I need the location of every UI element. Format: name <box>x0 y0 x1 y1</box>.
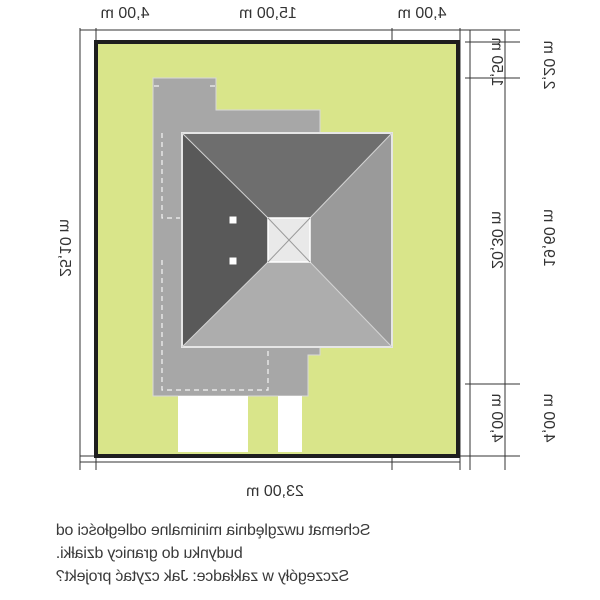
caption-line-2: budynku do granicy działki. <box>56 545 243 562</box>
dim-left: 25,10 m <box>56 219 73 277</box>
roof <box>182 133 392 347</box>
dim-inner-middle: 20,30 m <box>488 211 505 269</box>
dim-bottom: 23,00 m <box>246 483 304 500</box>
dim-top-middle: 15,00 m <box>239 5 297 22</box>
dim-outer-bottom: 4,00 m <box>540 393 557 443</box>
caption-line-1: Schemat uwzględnia minimalne odległości od <box>56 522 371 539</box>
dim-outer-top: 2,20 m <box>540 40 557 90</box>
chimney-2 <box>229 257 237 265</box>
dim-top-right: 4,00 m <box>397 5 447 22</box>
dim-inner-bottom: 4,00 m <box>488 393 505 443</box>
dim-inner-top: 1,50 m <box>488 37 505 87</box>
dim-top-left: 4,00 m <box>100 5 150 22</box>
entrance-gap-left <box>178 396 248 452</box>
dim-outer-middle: 19,60 m <box>540 209 557 267</box>
entrance-gap-right <box>278 396 302 452</box>
caption-line-3: Szczegóły w zakładce: Jak czytać projekt? <box>56 568 350 585</box>
chimney-1 <box>229 216 237 224</box>
